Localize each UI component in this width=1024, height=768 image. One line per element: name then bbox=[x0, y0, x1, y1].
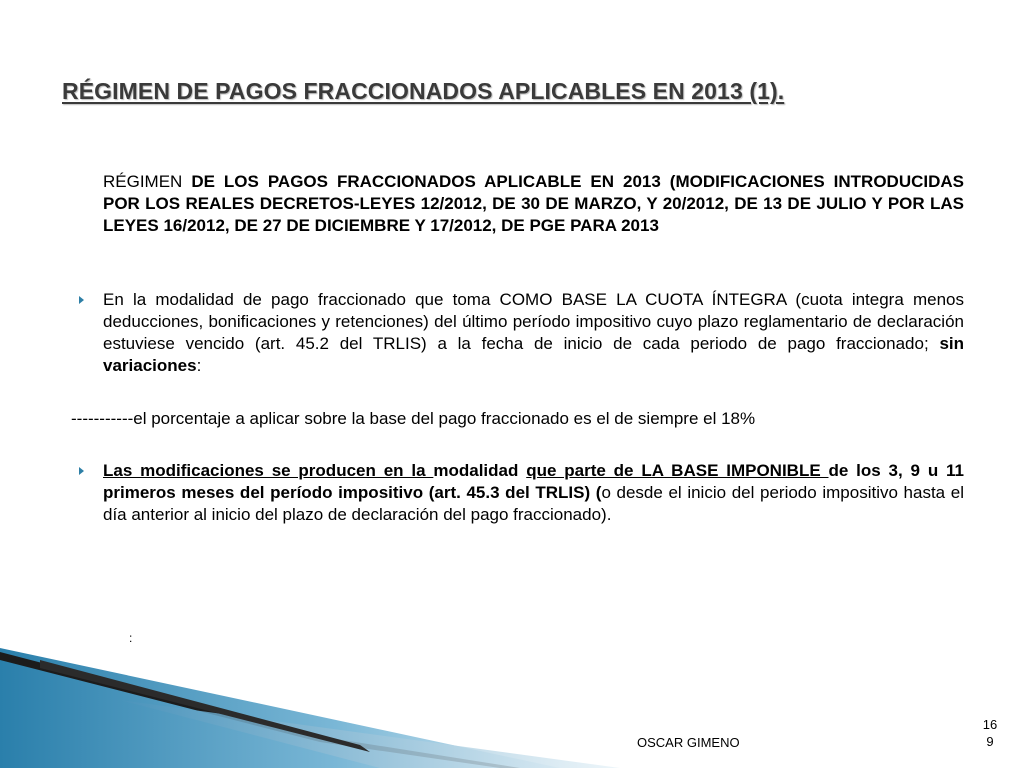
bullet2-bold-1: modalidad bbox=[433, 461, 527, 480]
bullet-arrow-icon bbox=[79, 296, 84, 304]
intro-bold: DE LOS PAGOS FRACCIONADOS APLICABLE EN 2013 (MODIFICACIONES INTRODUCIDAS POR LOS REALES DECRETOS-LEYES 12/2012, DE 30 DE MARZO, Y 20/2012, DE 13 DE JULIO Y POR LAS LEYES 16/2012, DE 27 DE DICIEMBRE Y 17/2012, DE PGE PARA 2013 bbox=[103, 172, 964, 235]
bullet-paragraph-2 bbox=[103, 460, 964, 526]
bullet-arrow-icon bbox=[79, 467, 84, 475]
bullet2-underlined-1: Las modificaciones se producen en la bbox=[103, 461, 434, 480]
page-number-line2: 9 bbox=[986, 734, 994, 749]
footer-author: OSCAR GIMENO bbox=[637, 735, 740, 750]
percentage-line: -----------el porcentaje a aplicar sobre la base del pago fraccionado es el de siempre el 18% bbox=[71, 409, 756, 428]
bullet1-bold: sin variaciones bbox=[103, 334, 964, 375]
page-title: RÉGIMEN DE PAGOS FRACCIONADOS APLICABLES EN 2013 (1). bbox=[62, 78, 785, 104]
bullet2-underlined-2: que parte de LA BASE IMPONIBLE bbox=[526, 461, 829, 480]
page-number bbox=[980, 716, 1000, 750]
stray-colon: : bbox=[129, 631, 133, 645]
bullet2-bold-2: de los 3, 9 u 11 primeros meses del período impositivo (art. 45.3 del TRLIS) ( bbox=[103, 461, 965, 502]
intro-paragraph bbox=[103, 171, 964, 237]
intro-lead: RÉGIMEN bbox=[103, 172, 192, 191]
bullet-paragraph-1 bbox=[103, 289, 964, 377]
bullet1-end: : bbox=[196, 356, 202, 375]
page-number-line1: 16 bbox=[982, 717, 998, 732]
bullet1-text: En la modalidad de pago fraccionado que toma COMO BASE LA CUOTA ÍNTEGRA (cuota integra menos deducciones, bonificaciones y retenciones) del último período impositivo cuyo plazo reglamentario de declaración estuviese vencido (art. 45.2 del TRLIS) a la fecha de inicio de cada periodo de pago fraccionado; bbox=[103, 290, 964, 353]
bullet2-rest: o desde el inicio del periodo impositivo hasta el día anterior al inicio del plazo de declaración del pago fraccionado). bbox=[103, 483, 964, 524]
